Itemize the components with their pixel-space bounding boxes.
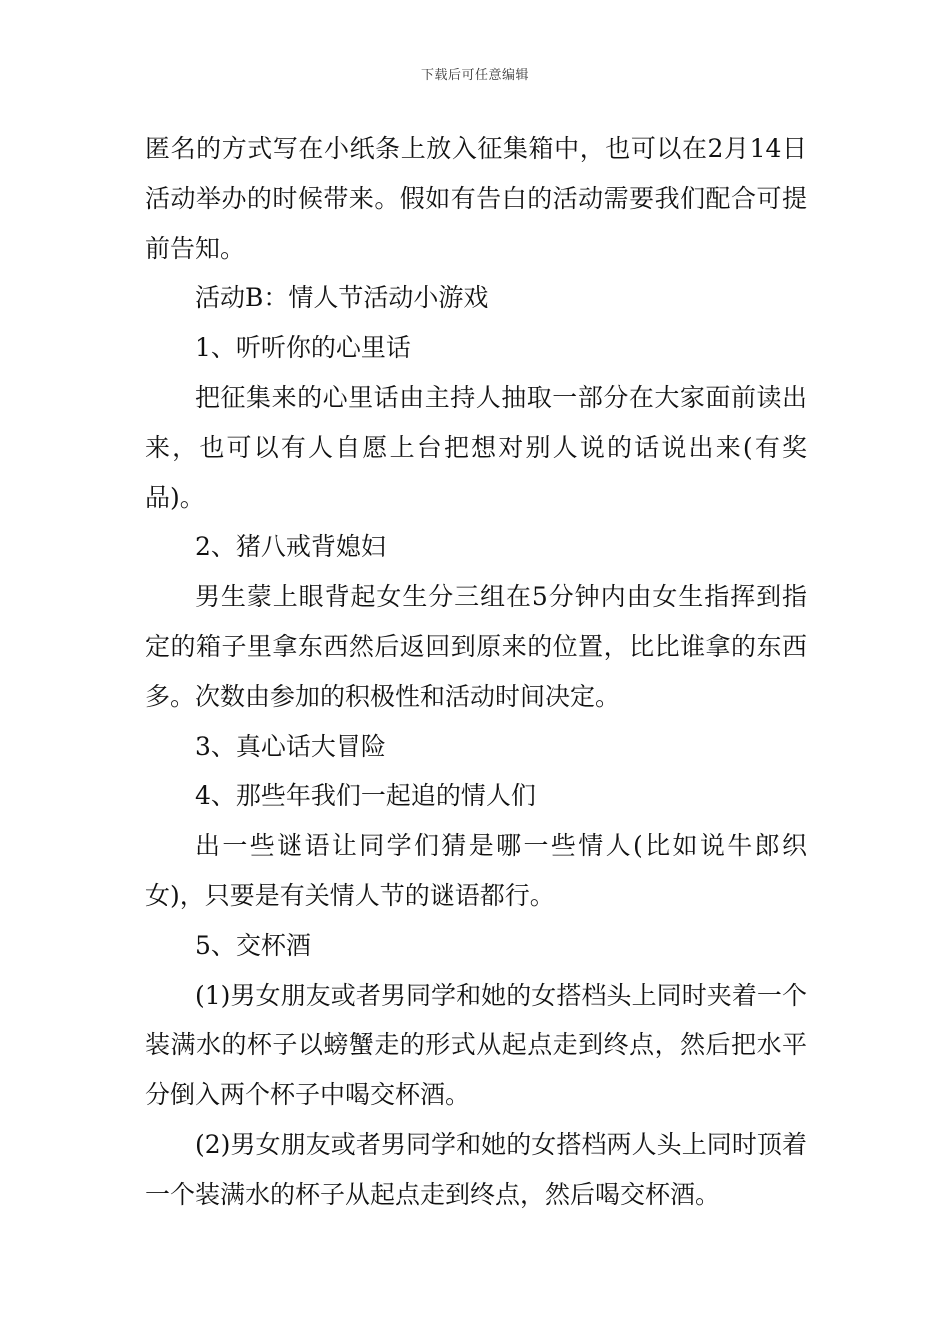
paragraph-item-5-1: (1)男女朋友或者男同学和她的女搭档头上同时夹着一个装满水的杯子以螃蟹走的形式从起点走到终点，然后把水平分倒入两个杯子中喝交杯酒。 — [145, 980, 807, 1110]
section-heading-activity-b: 活动B：情人节活动小游戏 — [195, 283, 489, 313]
item-heading-1: 1、听听你的心里话 — [195, 333, 411, 363]
item-heading-2: 2、猪八戒背媳妇 — [195, 532, 386, 562]
document-body — [145, 124, 807, 1220]
page-header-note: 下载后可任意编辑 — [420, 68, 529, 83]
item-heading-5: 5、交杯酒 — [195, 930, 311, 960]
paragraph-1: 匿名的方式写在小纸条上放入征集箱中，也可以在2月14日活动举办的时候带来。假如有告白的活动需要我们配合可提前告知。 — [145, 134, 807, 263]
paragraph-item-2: 男生蒙上眼背起女生分三组在5分钟内由女生指挥到指定的箱子里拿东西然后返回到原来的位置，比比谁拿的东西多。次数由参加的积极性和活动时间决定。 — [145, 582, 807, 711]
item-heading-3: 3、真心话大冒险 — [195, 731, 386, 761]
paragraph-item-5-2: (2)男女朋友或者男同学和她的女搭档两人头上同时顶着一个装满水的杯子从起点走到终点，然后喝交杯酒。 — [145, 1129, 807, 1209]
paragraph-item-4: 出一些谜语让同学们猜是哪一些情人(比如说牛郎织女)，只要是有关情人节的谜语都行。 — [145, 831, 807, 910]
item-heading-4: 4、那些年我们一起追的情人们 — [195, 781, 536, 811]
paragraph-item-1: 把征集来的心里话由主持人抽取一部分在大家面前读出来，也可以有人自愿上台把想对别人说的话说出来(有奖品)。 — [145, 382, 807, 512]
